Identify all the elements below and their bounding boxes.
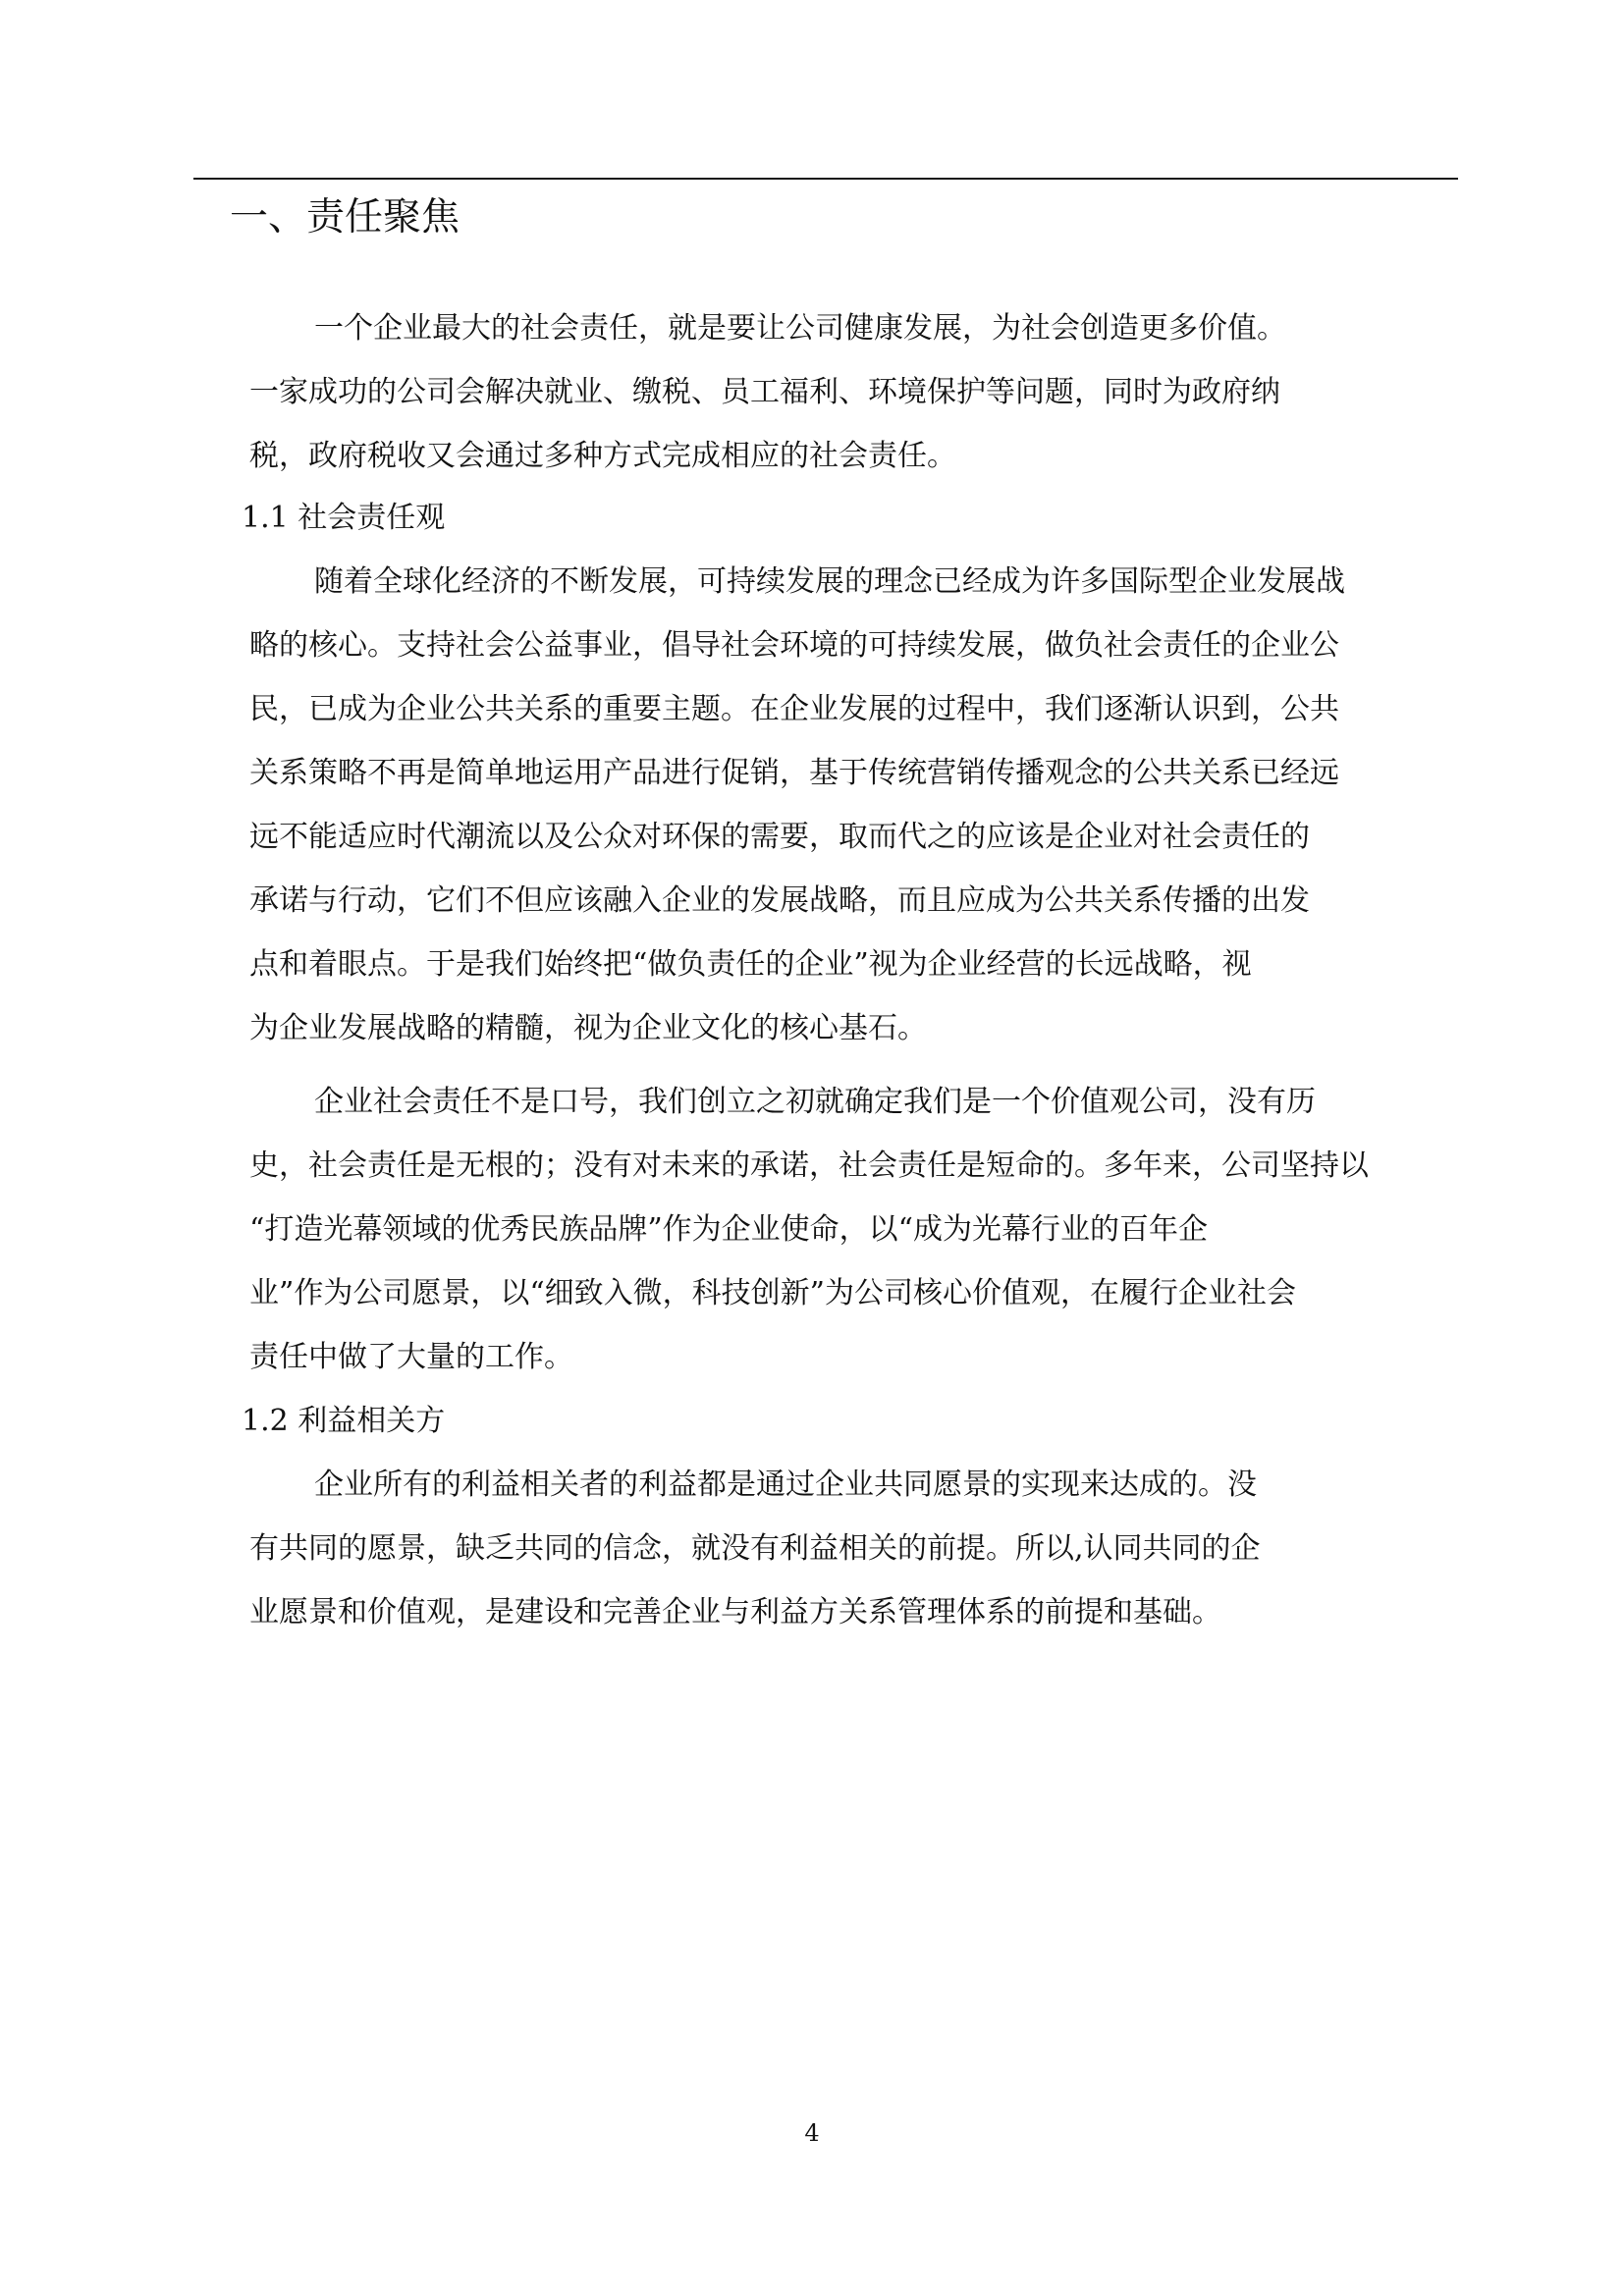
chapter-title: 一、责任聚焦 (230, 195, 460, 240)
s11-p2-line-4: 业”作为公司愿景，以“细致入微，科技创新”为公司核心价值观，在履行企业社会 (249, 1276, 1297, 1310)
s11-p1-line-4: 关系策略不再是简单地运用产品进行促销，基于传统营销传播观念的公共关系已经远 (249, 756, 1339, 790)
intro-line-3: 税，政府税收又会通过多种方式完成相应的社会责任。 (249, 439, 956, 473)
section-1-1-heading: 1.1 社会责任观 (242, 501, 446, 535)
s12-p1-line-2: 有共同的愿景，缺乏共同的信念，就没有利益相关的前提。所以,认同共同的企 (249, 1531, 1261, 1566)
s11-p1-line-2: 略的核心。支持社会公益事业，倡导社会环境的可持续发展，做负社会责任的企业公 (249, 628, 1339, 663)
s12-p1-line-1: 企业所有的利益相关者的利益都是通过企业共同愿景的实现来达成的。没 (314, 1468, 1257, 1502)
s11-p1-line-6: 承诺与行动，它们不但应该融入企业的发展战略，而且应成为公共关系传播的出发 (249, 883, 1310, 918)
intro-line-1: 一个企业最大的社会责任，就是要让公司健康发展，为社会创造更多价值。 (314, 311, 1286, 346)
s11-p1-line-8: 为企业发展战略的精髓，视为企业文化的核心基石。 (249, 1011, 927, 1045)
page-number: 4 (804, 2119, 820, 2147)
s11-p2-line-2: 史，社会责任是无根的；没有对未来的承诺，社会责任是短命的。多年来，公司坚持以 (249, 1148, 1369, 1183)
intro-line-2: 一家成功的公司会解决就业、缴税、员工福利、环境保护等问题，同时为政府纳 (249, 375, 1280, 409)
header-rule (193, 178, 1458, 180)
s11-p1-line-3: 民，已成为企业公共关系的重要主题。在企业发展的过程中，我们逐渐认识到，公共 (249, 692, 1339, 726)
s11-p1-line-5: 远不能适应时代潮流以及公众对环保的需要，取而代之的应该是企业对社会责任的 (249, 820, 1310, 854)
s11-p2-line-1: 企业社会责任不是口号，我们创立之初就确定我们是一个价值观公司，没有历 (314, 1085, 1316, 1119)
s11-p1-line-1: 随着全球化经济的不断发展，可持续发展的理念已经成为许多国际型企业发展战 (314, 564, 1345, 599)
s11-p1-line-7: 点和着眼点。于是我们始终把“做负责任的企业”视为企业经营的长远战略，视 (249, 947, 1252, 982)
s11-p2-line-3: “打造光幕领域的优秀民族品牌”作为企业使命，以“成为光幕行业的百年企 (249, 1212, 1209, 1247)
section-1-2-heading: 1.2 利益相关方 (242, 1404, 446, 1438)
s12-p1-line-3: 业愿景和价值观，是建设和完善企业与利益方关系管理体系的前提和基础。 (249, 1595, 1221, 1629)
s11-p2-line-5: 责任中做了大量的工作。 (249, 1340, 573, 1374)
